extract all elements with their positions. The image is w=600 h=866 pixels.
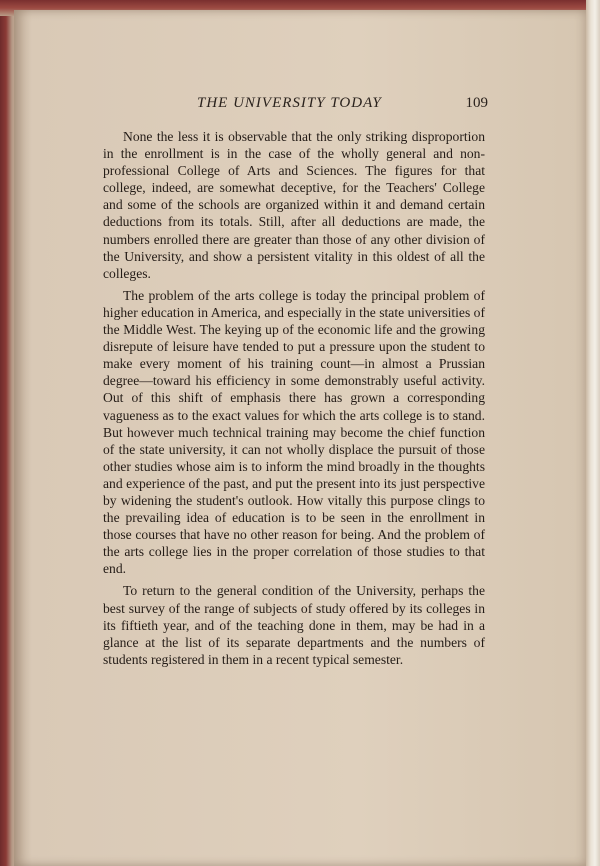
- paragraph: None the less it is observable that the only striking disproportion in the enrollment is in the case of the wholly general and non-professional College of Arts and Sciences. The figures for that college, indeed, are somewhat deceptive, for the Teachers' College and some of the schools are organized within it and demand certain deductions from its totals. Still, after all deductions are made, the numbers enrolled there are greater than those of any other division of the University, and show a persistent vitality in this oldest of all the colleges.: [103, 129, 485, 281]
- paragraph: To return to the general condition of the University, perhaps the best survey of the range of subjects of study offered by its colleges in its fiftieth year, and of the teaching done in them, may be had in a glance at the list of its separate departments and the numbers of students registered in them in a recent typical semester.: [103, 583, 485, 667]
- page-stack-edge: [586, 0, 600, 866]
- page-body: [103, 128, 485, 673]
- running-head: THE UNIVERSITY TODAY: [197, 95, 382, 111]
- page-number: 109: [465, 95, 488, 111]
- page-header: [103, 95, 488, 117]
- paragraph: The problem of the arts college is today the principal problem of higher education in America, and especially in the state universities of the Middle West. The keying up of the economic life and the growing disrepute of leisure have tended to put a pressure upon the student to make every moment of his training count—in almost a Prussian degree—toward his efficiency in some demonstrably useful activity. Out of this shift of emphasis there has grown a corresponding vagueness as to the exact values for which the arts college is to stand. But however much technical training may become the chief function of the state university, it can not wholly displace the pursuit of those other studies whose aim is to inform the mind broadly in the thoughts and experience of the past, and put the present into its just perspective by widening the student's outlook. How vitally this purpose clings to the prevailing idea of education is to be seen in the enrollment in those courses that have no other reason for being. And the problem of the arts college lies in the proper correlation of those studies to that end.: [103, 287, 485, 577]
